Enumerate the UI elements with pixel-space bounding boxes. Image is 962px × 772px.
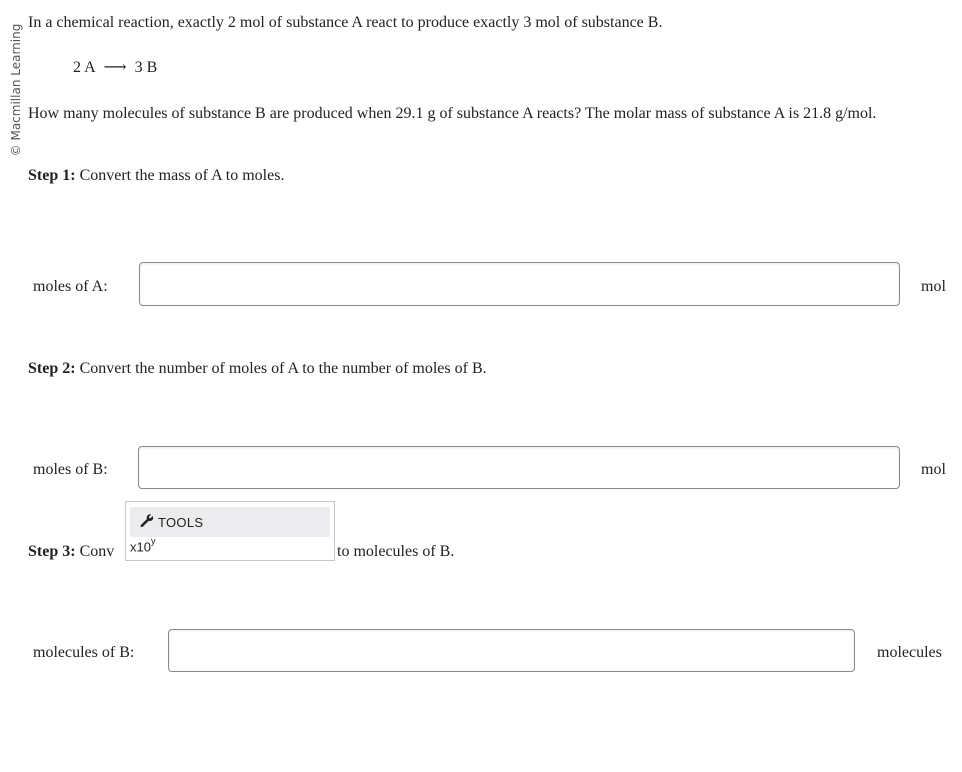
step-3-label: Step 3: bbox=[28, 543, 76, 560]
step-2-text: Convert the number of moles of A to the number of moles of B. bbox=[75, 360, 487, 377]
step-3 bbox=[28, 539, 114, 565]
step-3-text-end: to molecules of B. bbox=[337, 543, 455, 560]
moles-b-label: moles of B: bbox=[33, 461, 108, 478]
reaction-arrow-icon: ⟶ bbox=[103, 59, 127, 76]
wrench-icon bbox=[140, 514, 154, 528]
equation-product: 3 B bbox=[134, 59, 158, 76]
moles-b-input[interactable] bbox=[138, 446, 900, 489]
sci-exponent: y bbox=[150, 536, 156, 546]
moles-a-input[interactable] bbox=[139, 262, 900, 306]
moles-b-unit: mol bbox=[921, 461, 946, 478]
tools-label: TOOLS bbox=[158, 515, 204, 530]
equation-reactant: 2 A bbox=[73, 59, 96, 76]
molecules-b-input[interactable] bbox=[168, 629, 855, 672]
step-1 bbox=[28, 163, 284, 189]
question-text: How many molecules of substance B are produced when 29.1 g of substance A reacts? The molar mass of substance A is 21.8 g/mol. bbox=[28, 105, 877, 122]
copyright-watermark: © Macmillan Learning bbox=[9, 23, 23, 157]
molecules-b-unit: molecules bbox=[877, 644, 942, 661]
reaction-equation bbox=[73, 55, 157, 81]
step-2-label: Step 2: bbox=[28, 360, 76, 377]
step-3-text-start: Conv bbox=[75, 543, 115, 560]
step-2 bbox=[28, 356, 487, 382]
molecules-b-label: molecules of B: bbox=[33, 644, 135, 661]
step-1-label: Step 1: bbox=[28, 167, 76, 184]
intro-text: In a chemical reaction, exactly 2 mol of substance A react to produce exactly 3 mol of substance B. bbox=[28, 14, 663, 31]
tools-popup bbox=[125, 501, 335, 561]
moles-a-label: moles of A: bbox=[33, 278, 108, 295]
tools-header[interactable] bbox=[130, 507, 330, 537]
moles-a-unit: mol bbox=[921, 278, 946, 295]
step-1-text: Convert the mass of A to moles. bbox=[75, 167, 285, 184]
scientific-notation-button[interactable] bbox=[130, 538, 155, 554]
sci-base: x10 bbox=[130, 539, 151, 555]
